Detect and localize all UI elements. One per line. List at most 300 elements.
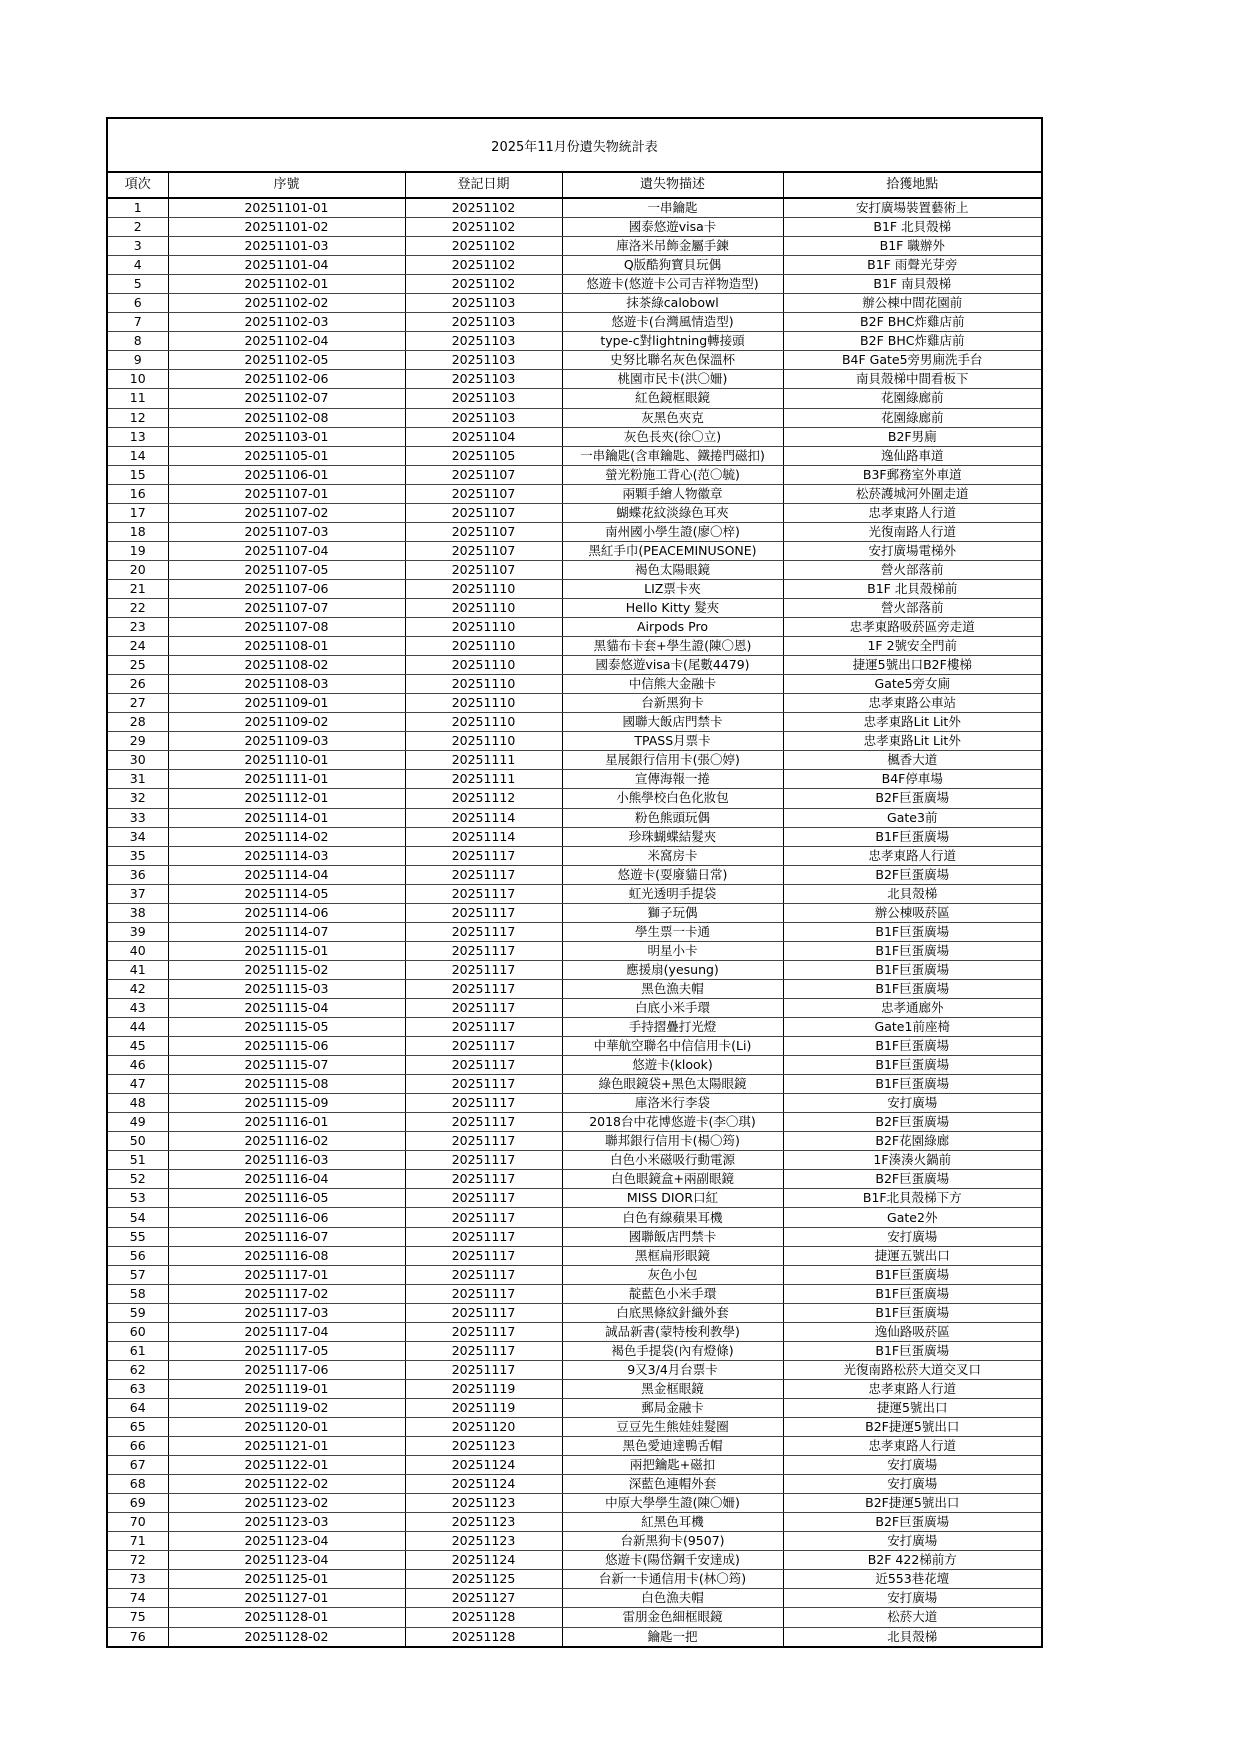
cell-serial: 20251108-03 <box>168 675 405 694</box>
cell-serial: 20251102-01 <box>168 275 405 294</box>
cell-found-location: B4F Gate5旁男廁洗手台 <box>783 351 1041 370</box>
table-row <box>108 1418 1041 1437</box>
table-row <box>108 1170 1041 1189</box>
table-row <box>108 694 1041 713</box>
cell-description: 褐色手提袋(內有燈條) <box>562 1341 783 1360</box>
table-row <box>108 218 1041 237</box>
cell-register-date: 20251107 <box>405 484 562 503</box>
cell-index: 63 <box>108 1379 168 1398</box>
cell-description: 一串鑰匙(含車鑰匙、鐵捲門磁扣) <box>562 446 783 465</box>
cell-found-location: 安打廣場 <box>783 1589 1041 1608</box>
cell-description: 白色漁夫帽 <box>562 1589 783 1608</box>
table-row <box>108 1056 1041 1075</box>
cell-description: 聯邦銀行信用卡(楊〇筠) <box>562 1132 783 1151</box>
cell-register-date: 20251117 <box>405 1303 562 1322</box>
cell-found-location: 花園綠廊前 <box>783 408 1041 427</box>
table-row <box>108 1113 1041 1132</box>
cell-serial: 20251102-04 <box>168 332 405 351</box>
cell-description: 虹光透明手提袋 <box>562 884 783 903</box>
cell-found-location: 忠孝東路Lit Lit外 <box>783 713 1041 732</box>
cell-description: 白底小米手環 <box>562 998 783 1017</box>
cell-register-date: 20251111 <box>405 770 562 789</box>
cell-serial: 20251106-01 <box>168 465 405 484</box>
cell-index: 57 <box>108 1265 168 1284</box>
cell-serial: 20251119-02 <box>168 1398 405 1417</box>
cell-description: 台新黑狗卡 <box>562 694 783 713</box>
table-row <box>108 1189 1041 1208</box>
cell-index: 36 <box>108 865 168 884</box>
cell-found-location: B2F BHC炸雞店前 <box>783 313 1041 332</box>
cell-index: 38 <box>108 903 168 922</box>
cell-index: 20 <box>108 560 168 579</box>
table-row <box>108 1094 1041 1113</box>
cell-found-location: 捷運5號出口B2F樓梯 <box>783 656 1041 675</box>
cell-serial: 20251107-05 <box>168 560 405 579</box>
cell-description: 兩把鑰匙+磁扣 <box>562 1456 783 1475</box>
cell-register-date: 20251117 <box>405 1018 562 1037</box>
cell-description: 庫洛米行李袋 <box>562 1094 783 1113</box>
cell-description: 黑金框眼鏡 <box>562 1379 783 1398</box>
cell-found-location: 捷運五號出口 <box>783 1246 1041 1265</box>
cell-description: 桃園市民卡(洪〇姍) <box>562 370 783 389</box>
cell-description: TPASS月票卡 <box>562 732 783 751</box>
cell-description: 明星小卡 <box>562 941 783 960</box>
cell-found-location: Gate1前座椅 <box>783 1018 1041 1037</box>
table-row <box>108 789 1041 808</box>
cell-index: 1 <box>108 198 168 218</box>
cell-register-date: 20251117 <box>405 1322 562 1341</box>
cell-register-date: 20251123 <box>405 1437 562 1456</box>
cell-found-location: 營火部落前 <box>783 598 1041 617</box>
cell-description: 珍珠蝴蝶結髮夾 <box>562 827 783 846</box>
cell-found-location: B2F捷運5號出口 <box>783 1494 1041 1513</box>
cell-index: 31 <box>108 770 168 789</box>
table-row <box>108 294 1041 313</box>
cell-index: 68 <box>108 1475 168 1494</box>
header-index: 項次 <box>108 173 168 198</box>
cell-index: 65 <box>108 1418 168 1437</box>
cell-description: Hello Kitty 髮夾 <box>562 598 783 617</box>
cell-found-location: B1F巨蛋廣場 <box>783 979 1041 998</box>
table-row <box>108 560 1041 579</box>
cell-description: 南州國小學生證(廖〇梓) <box>562 522 783 541</box>
cell-register-date: 20251117 <box>405 1170 562 1189</box>
cell-description: 悠遊卡(台灣風情造型) <box>562 313 783 332</box>
cell-description: 黑框扁形眼鏡 <box>562 1246 783 1265</box>
cell-register-date: 20251128 <box>405 1608 562 1627</box>
cell-description: 史努比聯名灰色保溫杯 <box>562 351 783 370</box>
cell-description: 宣傳海報一捲 <box>562 770 783 789</box>
cell-found-location: B1F巨蛋廣場 <box>783 1056 1041 1075</box>
cell-description: 白底黑條紋針織外套 <box>562 1303 783 1322</box>
cell-description: 兩顆手繪人物徽章 <box>562 484 783 503</box>
table-row <box>108 1532 1041 1551</box>
cell-description: MISS DIOR口紅 <box>562 1189 783 1208</box>
table-row <box>108 1075 1041 1094</box>
cell-found-location: B1F巨蛋廣場 <box>783 827 1041 846</box>
cell-serial: 20251115-06 <box>168 1037 405 1056</box>
cell-register-date: 20251102 <box>405 237 562 256</box>
table-row <box>108 922 1041 941</box>
cell-found-location: B1F巨蛋廣場 <box>783 1284 1041 1303</box>
cell-found-location: 北貝殼梯 <box>887 1628 938 1644</box>
cell-index: 48 <box>108 1094 168 1113</box>
table-row <box>108 198 1041 218</box>
cell-found-location: 安打廣場 <box>783 1227 1041 1246</box>
cell-register-date: 20251119 <box>405 1379 562 1398</box>
table-row <box>108 1456 1041 1475</box>
cell-register-date: 20251110 <box>405 675 562 694</box>
cell-found-location: B2F巨蛋廣場 <box>783 789 1041 808</box>
lost-items-table <box>108 173 1041 1646</box>
cell-description: 紅黑色耳機 <box>562 1513 783 1532</box>
cell-description: LIZ票卡夾 <box>562 579 783 598</box>
cell-index: 42 <box>108 979 168 998</box>
cell-index: 16 <box>108 484 168 503</box>
cell-register-date: 20251123 <box>405 1532 562 1551</box>
table-row <box>108 1589 1041 1608</box>
cell-index: 12 <box>108 408 168 427</box>
cell-register-date: 20251124 <box>405 1475 562 1494</box>
cell-serial: 20251101-01 <box>168 198 405 218</box>
cell-found-location: B1F北貝殼梯下方 <box>783 1189 1041 1208</box>
cell-index: 19 <box>108 541 168 560</box>
cell-serial: 20251123-02 <box>168 1494 405 1513</box>
cell-found-location: 花園綠廊前 <box>783 389 1041 408</box>
table-row <box>108 1227 1041 1246</box>
cell-serial: 20251114-03 <box>168 846 405 865</box>
table-row <box>108 332 1041 351</box>
cell-serial: 20251108-02 <box>168 656 405 675</box>
cell-description: 悠遊卡(klook) <box>562 1056 783 1075</box>
cell-register-date: 20251103 <box>405 351 562 370</box>
cell-register-date: 20251127 <box>405 1589 562 1608</box>
cell-serial: 20251119-01 <box>168 1379 405 1398</box>
cell-index: 24 <box>108 637 168 656</box>
cell-register-date: 20251117 <box>405 1132 562 1151</box>
cell-index: 6 <box>108 294 168 313</box>
table-row <box>108 427 1041 446</box>
cell-description: 粉色熊頭玩偶 <box>562 808 783 827</box>
cell-serial: 20251115-09 <box>168 1094 405 1113</box>
table-row <box>108 979 1041 998</box>
cell-index: 47 <box>108 1075 168 1094</box>
cell-register-date: 20251102 <box>405 198 562 218</box>
cell-register-date: 20251102 <box>405 218 562 237</box>
cell-found-location: B2F巨蛋廣場 <box>783 1513 1041 1532</box>
cell-found-location: 忠孝東路人行道 <box>783 1437 1041 1456</box>
cell-serial: 20251102-07 <box>168 389 405 408</box>
cell-serial: 20251115-04 <box>168 998 405 1017</box>
cell-description: 中原大學學生證(陳〇姍) <box>562 1494 783 1513</box>
cell-description: 手持摺疊打光燈 <box>562 1018 783 1037</box>
header-serial: 序號 <box>168 173 405 198</box>
cell-index: 69 <box>108 1494 168 1513</box>
cell-serial: 20251107-03 <box>168 522 405 541</box>
cell-found-location: 逸仙路車道 <box>783 446 1041 465</box>
cell-index: 66 <box>108 1437 168 1456</box>
table-row <box>108 503 1041 522</box>
cell-serial: 20251117-05 <box>168 1341 405 1360</box>
cell-index: 4 <box>108 256 168 275</box>
cell-register-date: 20251117 <box>405 1284 562 1303</box>
cell-serial: 20251109-01 <box>168 694 405 713</box>
cell-serial: 20251121-01 <box>168 1437 405 1456</box>
table-row <box>108 1246 1041 1265</box>
cell-description: 台新一卡通信用卡(林〇筠) <box>562 1570 783 1589</box>
cell-index: 18 <box>108 522 168 541</box>
cell-serial: 20251108-01 <box>168 637 405 656</box>
cell-index: 53 <box>108 1189 168 1208</box>
table-row <box>108 1551 1041 1570</box>
cell-index: 62 <box>108 1360 168 1379</box>
cell-description: 國聯飯店門禁卡 <box>562 1227 783 1246</box>
cell-serial: 20251102-08 <box>168 408 405 427</box>
table-row <box>108 1608 1041 1627</box>
cell-found-location: B1F 北貝殼梯 <box>783 218 1041 237</box>
cell-register-date: 20251117 <box>405 1094 562 1113</box>
cell-serial: 20251103-01 <box>168 427 405 446</box>
cell-found-location: B1F巨蛋廣場 <box>783 960 1041 979</box>
cell-serial: 20251117-03 <box>168 1303 405 1322</box>
cell-index: 37 <box>108 884 168 903</box>
cell-register-date: 20251117 <box>405 998 562 1017</box>
cell-register-date: 20251112 <box>405 789 562 808</box>
cell-found-location: 光復南路人行道 <box>783 522 1041 541</box>
cell-register-date: 20251110 <box>405 579 562 598</box>
cell-index: 34 <box>108 827 168 846</box>
table-row <box>108 1151 1041 1170</box>
cell-register-date: 20251107 <box>405 541 562 560</box>
cell-register-date: 20251117 <box>405 1208 562 1227</box>
cell-register-date: 20251124 <box>405 1456 562 1475</box>
cell-found-location: Gate3前 <box>783 808 1041 827</box>
cell-description: 一串鑰匙 <box>562 198 783 218</box>
table-row <box>108 960 1041 979</box>
cell-index: 76 <box>108 1627 168 1646</box>
cell-register-date: 20251117 <box>405 1037 562 1056</box>
cell-description: Q版酷狗寶貝玩偶 <box>562 256 783 275</box>
cell-serial: 20251128-01 <box>168 1608 405 1627</box>
table-row <box>108 808 1041 827</box>
cell-description: 灰色小包 <box>562 1265 783 1284</box>
cell-register-date: 20251114 <box>405 827 562 846</box>
cell-index: 72 <box>108 1551 168 1570</box>
cell-serial: 20251116-05 <box>168 1189 405 1208</box>
cell-index: 32 <box>108 789 168 808</box>
cell-serial: 20251127-01 <box>168 1589 405 1608</box>
cell-description: 黑色漁夫帽 <box>562 979 783 998</box>
cell-description: 中華航空聯名中信信用卡(Li) <box>562 1037 783 1056</box>
cell-index: 64 <box>108 1398 168 1417</box>
cell-register-date: 20251107 <box>405 560 562 579</box>
cell-found-location: 忠孝東路人行道 <box>783 503 1041 522</box>
cell-found-location: B2F巨蛋廣場 <box>783 1170 1041 1189</box>
cell-serial: 20251110-01 <box>168 751 405 770</box>
cell-index: 40 <box>108 941 168 960</box>
table-row <box>108 1360 1041 1379</box>
cell-description: 褐色太陽眼鏡 <box>562 560 783 579</box>
table-row <box>108 941 1041 960</box>
table-row <box>108 1494 1041 1513</box>
header-register-date: 登記日期 <box>405 173 562 198</box>
cell-description: 豆豆先生熊娃娃髮圈 <box>562 1418 783 1437</box>
cell-description: 鑰匙一把 <box>562 1627 783 1646</box>
cell-serial: 20251114-05 <box>168 884 405 903</box>
cell-index: 71 <box>108 1532 168 1551</box>
cell-description: 中信熊大金融卡 <box>562 675 783 694</box>
cell-serial: 20251114-02 <box>168 827 405 846</box>
table-row <box>108 237 1041 256</box>
table-row <box>108 713 1041 732</box>
cell-index: 35 <box>108 846 168 865</box>
cell-description: 獅子玩偶 <box>562 903 783 922</box>
cell-index: 61 <box>108 1341 168 1360</box>
cell-found-location: B1F巨蛋廣場 <box>783 1341 1041 1360</box>
table-row <box>108 579 1041 598</box>
cell-found-location: 1F湊湊火鍋前 <box>783 1151 1041 1170</box>
cell-serial: 20251109-02 <box>168 713 405 732</box>
table-row <box>108 1303 1041 1322</box>
cell-register-date: 20251103 <box>405 370 562 389</box>
table-row <box>108 1513 1041 1532</box>
cell-serial: 20251107-06 <box>168 579 405 598</box>
cell-serial: 20251115-08 <box>168 1075 405 1094</box>
cell-description: 抹茶綠calobowl <box>562 294 783 313</box>
cell-index: 52 <box>108 1170 168 1189</box>
cell-index: 2 <box>108 218 168 237</box>
cell-description: 星展銀行信用卡(張〇婷) <box>562 751 783 770</box>
table-row <box>108 618 1041 637</box>
cell-index: 30 <box>108 751 168 770</box>
cell-serial: 20251117-01 <box>168 1265 405 1284</box>
cell-index: 60 <box>108 1322 168 1341</box>
cell-found-location: 楓香大道 <box>783 751 1041 770</box>
cell-found-location: B2F捷運5號出口 <box>783 1418 1041 1437</box>
cell-found-location: B2F BHC炸雞店前 <box>783 332 1041 351</box>
cell-index: 50 <box>108 1132 168 1151</box>
cell-found-location: 安打廣場 <box>783 1094 1041 1113</box>
cell-index: 23 <box>108 618 168 637</box>
cell-description: 灰色長夾(徐〇立) <box>562 427 783 446</box>
cell-found-location: 捷運5號出口 <box>783 1398 1041 1417</box>
cell-index: 39 <box>108 922 168 941</box>
cell-register-date: 20251117 <box>405 903 562 922</box>
cell-found-location: 營火部落前 <box>783 560 1041 579</box>
cell-index: 21 <box>108 579 168 598</box>
cell-description: 紅色鏡框眼鏡 <box>562 389 783 408</box>
cell-register-date: 20251117 <box>405 884 562 903</box>
cell-description: 9又3/4月台票卡 <box>562 1360 783 1379</box>
table-row <box>108 522 1041 541</box>
cell-register-date: 20251110 <box>405 598 562 617</box>
cell-serial: 20251102-02 <box>168 294 405 313</box>
cell-register-date: 20251110 <box>405 732 562 751</box>
table-row <box>108 1265 1041 1284</box>
cell-index: 5 <box>108 275 168 294</box>
cell-found-location: B1F巨蛋廣場 <box>783 1075 1041 1094</box>
cell-found-location: B4F停車場 <box>783 770 1041 789</box>
cell-description: 學生票一卡通 <box>562 922 783 941</box>
cell-serial: 20251111-01 <box>168 770 405 789</box>
cell-description: 國泰悠遊visa卡(尾數4479) <box>562 656 783 675</box>
table-row <box>108 1284 1041 1303</box>
cell-register-date: 20251105 <box>405 446 562 465</box>
cell-serial: 20251123-03 <box>168 1513 405 1532</box>
cell-serial: 20251115-01 <box>168 941 405 960</box>
cell-found-location: 忠孝東路吸菸區旁走道 <box>783 618 1041 637</box>
cell-index: 29 <box>108 732 168 751</box>
header-description: 遺失物描述 <box>562 173 783 198</box>
cell-index: 10 <box>108 370 168 389</box>
cell-description: 白色眼鏡盒+兩副眼鏡 <box>562 1170 783 1189</box>
cell-description: type-c對lightning轉接頭 <box>562 332 783 351</box>
lost-items-sheet <box>106 117 1043 1648</box>
cell-register-date: 20251110 <box>405 618 562 637</box>
table-row <box>108 370 1041 389</box>
cell-register-date: 20251117 <box>405 1189 562 1208</box>
cell-serial: 20251107-01 <box>168 484 405 503</box>
cell-index: 27 <box>108 694 168 713</box>
cell-found-location: B1F 南貝殼梯 <box>783 275 1041 294</box>
cell-index: 44 <box>108 1018 168 1037</box>
cell-serial: 20251116-06 <box>168 1208 405 1227</box>
cell-register-date: 20251102 <box>405 256 562 275</box>
cell-description: 國聯大飯店門禁卡 <box>562 713 783 732</box>
table-row <box>108 275 1041 294</box>
cell-register-date: 20251103 <box>405 389 562 408</box>
table-row <box>108 484 1041 503</box>
table-row <box>108 903 1041 922</box>
table-row <box>108 408 1041 427</box>
cell-found-location: B1F巨蛋廣場 <box>783 941 1041 960</box>
cell-register-date: 20251104 <box>405 427 562 446</box>
cell-index: 11 <box>108 389 168 408</box>
cell-register-date: 20251114 <box>405 808 562 827</box>
cell-register-date: 20251125 <box>405 1570 562 1589</box>
cell-description: 黑貓布卡套+學生證(陳〇恩) <box>562 637 783 656</box>
cell-register-date: 20251103 <box>405 332 562 351</box>
cell-found-location: 辦公棟吸菸區 <box>783 903 1041 922</box>
cell-register-date: 20251123 <box>405 1494 562 1513</box>
cell-register-date: 20251110 <box>405 713 562 732</box>
table-row <box>108 351 1041 370</box>
cell-register-date: 20251107 <box>405 465 562 484</box>
table-row <box>108 1037 1041 1056</box>
cell-serial: 20251122-01 <box>168 1456 405 1475</box>
cell-description: 灰黑色夾克 <box>562 408 783 427</box>
cell-register-date: 20251117 <box>405 1341 562 1360</box>
table-body <box>108 198 1041 1646</box>
cell-serial: 20251115-07 <box>168 1056 405 1075</box>
cell-description: 靛藍色小米手環 <box>562 1284 783 1303</box>
table-row <box>108 313 1041 332</box>
table-row <box>108 1341 1041 1360</box>
table-row <box>108 1437 1041 1456</box>
cell-description: 2018台中花博悠遊卡(李〇琪) <box>562 1113 783 1132</box>
cell-index: 41 <box>108 960 168 979</box>
cell-found-location: 忠孝東路公車站 <box>783 694 1041 713</box>
table-row <box>108 1208 1041 1227</box>
cell-serial: 20251112-01 <box>168 789 405 808</box>
cell-index: 33 <box>108 808 168 827</box>
cell-index: 49 <box>108 1113 168 1132</box>
cell-found-location: 忠孝東路人行道 <box>783 846 1041 865</box>
cell-register-date: 20251117 <box>405 960 562 979</box>
cell-index: 74 <box>108 1589 168 1608</box>
cell-index: 56 <box>108 1246 168 1265</box>
cell-serial: 20251107-02 <box>168 503 405 522</box>
